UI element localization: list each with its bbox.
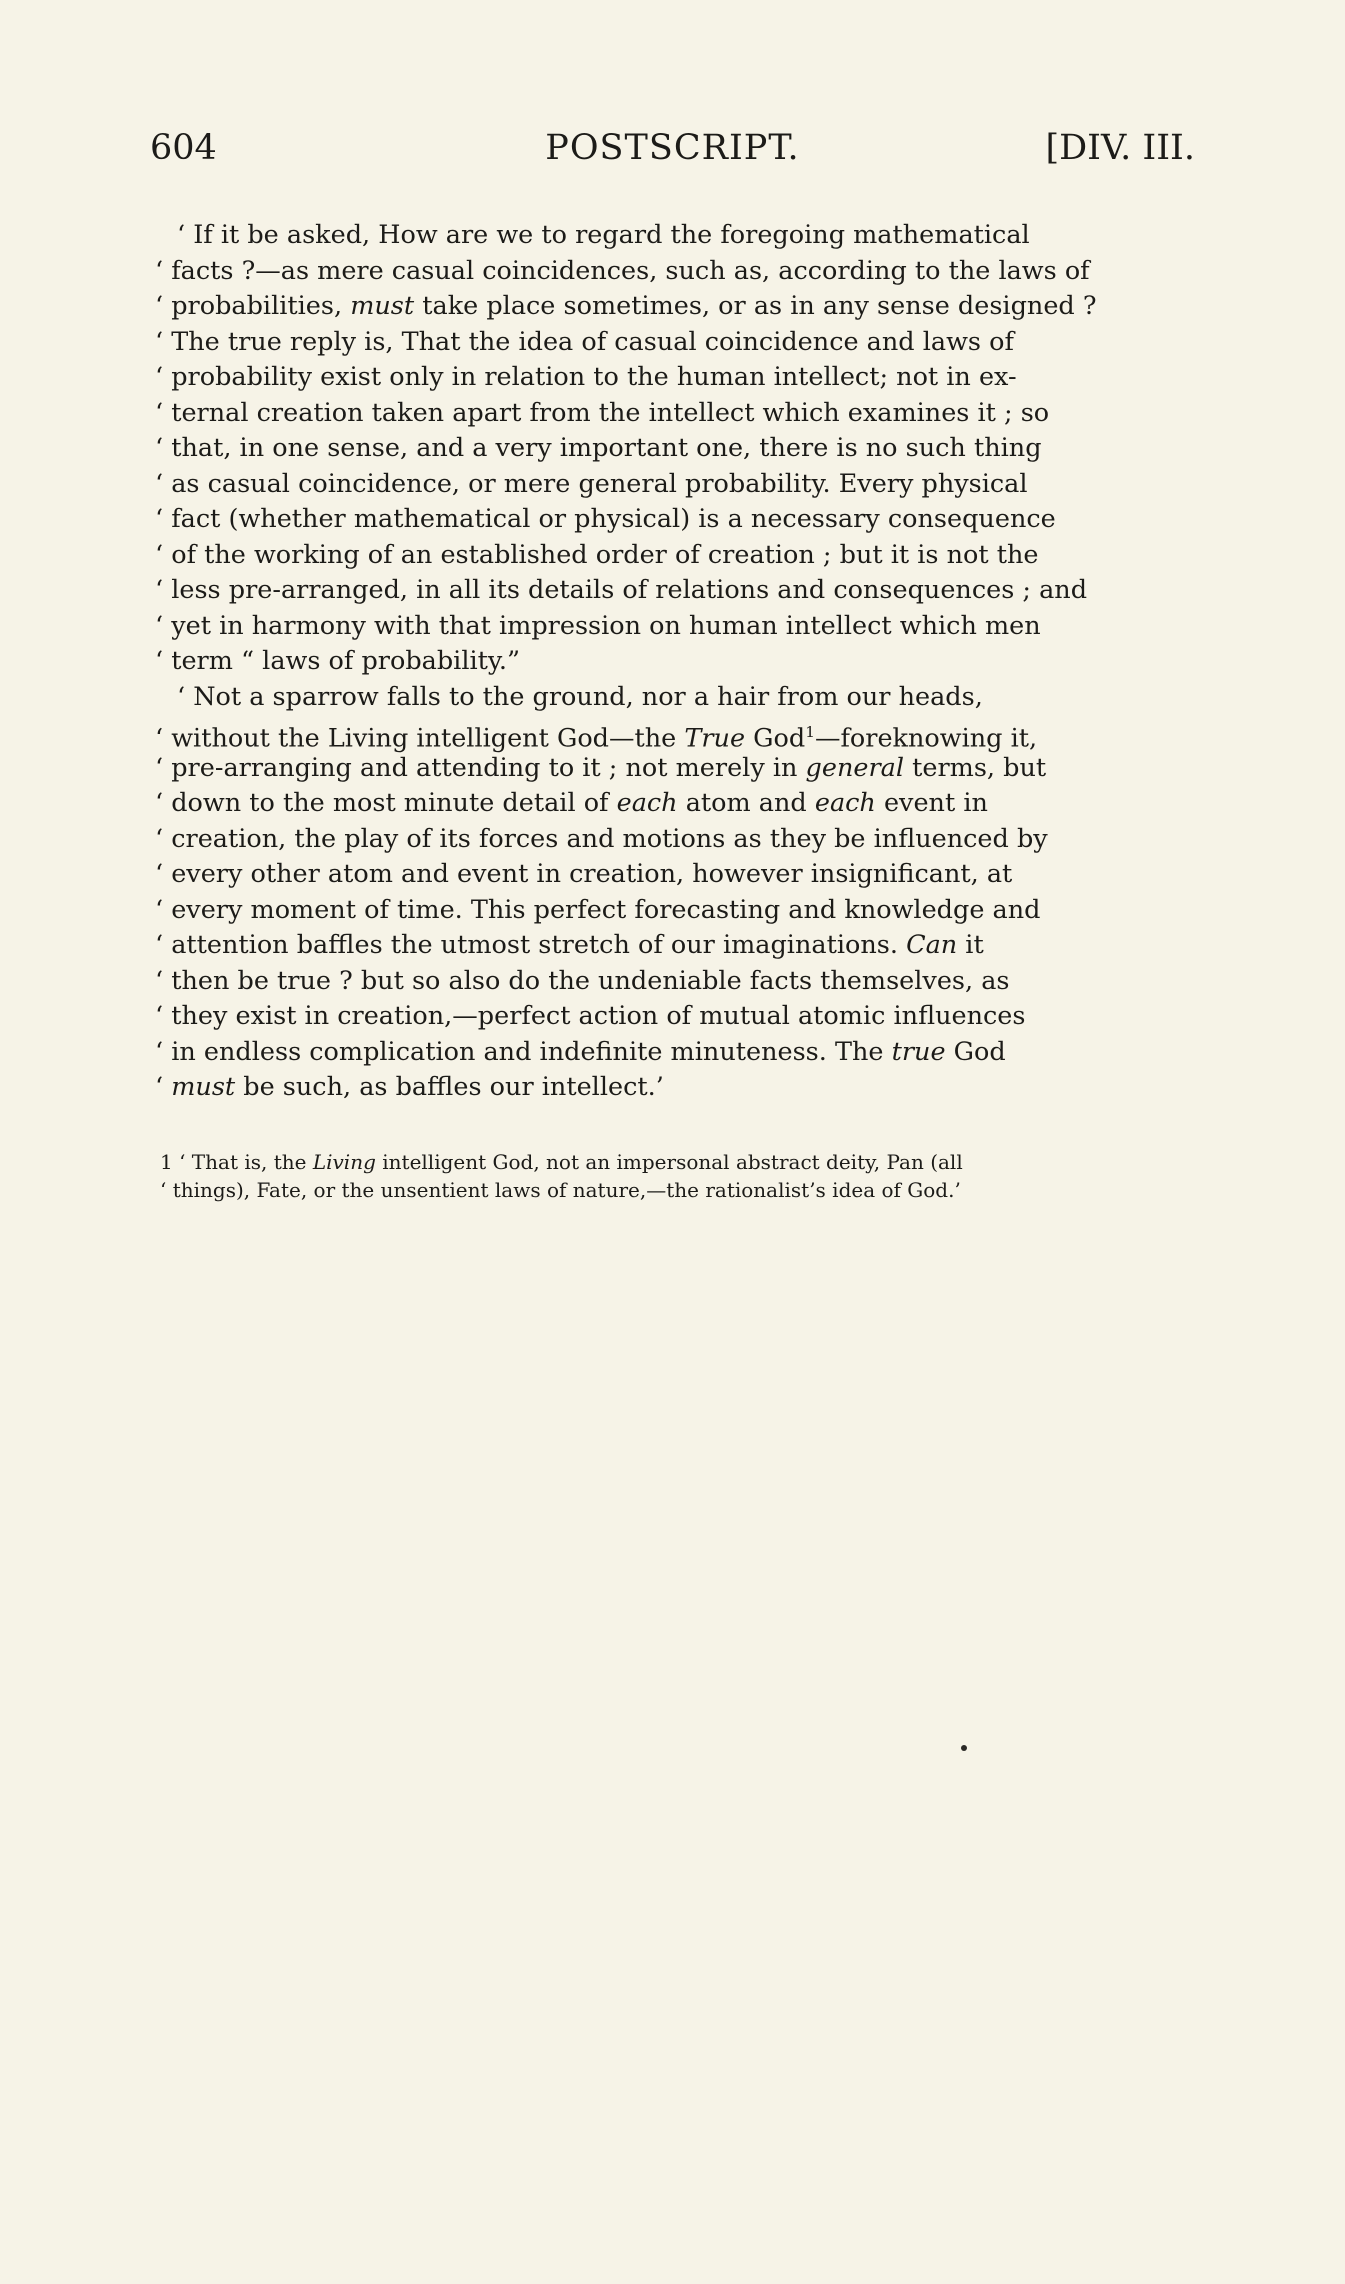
- text-run: yet in harmony with that impression on human intellect which men: [171, 610, 1041, 641]
- italic-text: True: [684, 723, 746, 754]
- text-run: If it be asked, How are we to regard the foregoing mathematical: [193, 220, 1030, 250]
- quote-mark: ‘: [155, 646, 172, 676]
- quote-mark: ‘: [155, 575, 172, 605]
- quote-mark: ‘: [155, 539, 172, 570]
- text-run: The true reply is, That the idea of casual coincidence and laws of: [171, 326, 1014, 357]
- quote-mark: ‘: [155, 433, 172, 463]
- quote-mark: ‘: [155, 1001, 172, 1031]
- quote-mark: ‘: [155, 610, 172, 641]
- main-line: [155, 396, 1185, 432]
- text-run: creation, the play of its forces and motions as they be influenced by: [171, 823, 1048, 854]
- footnote-line: [160, 1148, 1190, 1176]
- main-line: [155, 964, 1185, 1000]
- quote-mark: ‘: [177, 681, 194, 712]
- quote-mark: ‘: [155, 823, 172, 854]
- quote-mark: ‘: [155, 894, 172, 925]
- footnote-line: [160, 1176, 1190, 1204]
- main-line: [155, 680, 1185, 716]
- main-line: [155, 254, 1185, 290]
- quote-mark: ‘: [155, 723, 172, 754]
- main-line: [155, 893, 1185, 929]
- main-line: [155, 467, 1185, 503]
- quote-mark: ‘: [155, 1072, 172, 1102]
- quote-mark: ‘: [155, 788, 172, 818]
- italic-text: Can: [906, 930, 958, 960]
- main-line: [155, 751, 1185, 787]
- page-number: 604: [150, 128, 217, 168]
- main-line: [155, 218, 1185, 254]
- italic-text: general: [805, 752, 905, 783]
- main-line: [155, 431, 1185, 467]
- running-title: POSTSCRIPT.: [545, 128, 800, 168]
- quote-mark: ‘: [155, 930, 172, 960]
- quote-mark: ‘: [155, 965, 172, 996]
- text-run: down to the most minute detail of: [171, 788, 617, 818]
- quote-mark: ‘: [155, 291, 172, 321]
- text-run: every moment of time. This perfect forecasting and knowledge and: [171, 894, 1041, 925]
- italic-text: must: [350, 291, 415, 321]
- text-run: every other atom and event in creation, however insignificant, at: [171, 859, 1013, 889]
- main-text-block: [155, 218, 1185, 1106]
- text-run: atom and: [677, 788, 815, 818]
- text-run: —foreknowing it,: [814, 723, 1038, 754]
- italic-text: must: [171, 1072, 236, 1102]
- text-run: pre-arranging and attending to it ; not merely in: [171, 752, 806, 783]
- main-line: [155, 928, 1185, 964]
- text-run: probability exist only in relation to the human intellect; not in ex-: [171, 362, 1017, 392]
- text-run: God: [745, 723, 806, 754]
- text-run: things), Fate, or the unsentient laws of nature,—the rationalist’s idea of God.’: [172, 1178, 961, 1202]
- quote-mark: ‘: [155, 362, 172, 392]
- quote-mark: ‘: [155, 752, 172, 783]
- quote-mark: ‘: [155, 1036, 172, 1067]
- text-run: they exist in creation,—perfect action of mutual atomic influences: [171, 1001, 1026, 1031]
- text-run: be such, as baffles our intellect.’: [235, 1072, 664, 1102]
- text-run: fact (whether mathematical or physical) is a necessary consequence: [171, 504, 1056, 534]
- main-line: [155, 786, 1185, 822]
- text-run: that, in one sense, and a very important one, there is no such thing: [171, 433, 1042, 463]
- text-run: facts ?—as mere casual coincidences, such as, according to the laws of: [171, 255, 1090, 286]
- main-line: [155, 715, 1185, 754]
- quote-mark: ‘: [160, 1178, 173, 1202]
- main-line: [155, 573, 1185, 609]
- text-run: take place sometimes, or as in any sense designed ?: [414, 291, 1097, 321]
- text-run: event in: [875, 788, 988, 818]
- text-run: intelligent God, not an impersonal abstract deity, Pan (all: [375, 1150, 963, 1174]
- italic-text: each: [814, 788, 876, 818]
- main-line: [155, 1035, 1185, 1071]
- text-run: less pre-arranged, in all its details of relations and consequences ; and: [171, 575, 1088, 605]
- main-line: [155, 360, 1185, 396]
- section-label: [DIV. III.: [1045, 128, 1195, 168]
- italic-text: true: [891, 1036, 946, 1067]
- ink-speck: [961, 1745, 967, 1751]
- quote-mark: ‘: [155, 397, 172, 428]
- main-line: [155, 822, 1185, 858]
- text-run: without the Living intelligent God—the: [171, 723, 685, 754]
- italic-text: each: [616, 788, 678, 818]
- main-line: [155, 999, 1185, 1035]
- quote-mark: ‘: [155, 504, 172, 534]
- quote-mark: ‘: [155, 859, 172, 889]
- main-line: [155, 538, 1185, 574]
- quote-mark: ‘: [155, 468, 172, 499]
- footnote-block: [160, 1148, 1190, 1204]
- quote-mark: 1 ‘: [160, 1150, 192, 1174]
- text-run: probabilities,: [171, 291, 351, 321]
- text-run: term “ laws of probability.”: [171, 646, 521, 676]
- text-run: ternal creation taken apart from the intellect which examines it ; so: [171, 397, 1050, 428]
- running-header: [150, 128, 1195, 178]
- quote-mark: ‘: [155, 326, 172, 357]
- text-run: it: [957, 930, 984, 960]
- text-run: That is, the: [191, 1150, 313, 1174]
- text-run: Not a sparrow falls to the ground, nor a hair from our heads,: [193, 681, 983, 712]
- quote-mark: ‘: [177, 220, 194, 250]
- main-line: [155, 1070, 1185, 1106]
- text-run: in endless complication and indefinite minuteness. The: [171, 1036, 892, 1067]
- text-run: then be true ? but so also do the undeniable facts themselves, as: [171, 965, 1010, 996]
- main-line: [155, 609, 1185, 645]
- quote-mark: ‘: [155, 255, 172, 286]
- text-run: terms, but: [904, 752, 1047, 783]
- main-line: [155, 289, 1185, 325]
- footnote-marker: 1: [805, 723, 815, 741]
- main-line: [155, 857, 1185, 893]
- text-run: God: [945, 1036, 1006, 1067]
- text-run: attention baffles the utmost stretch of our imaginations.: [171, 930, 907, 960]
- italic-text: Living: [312, 1150, 376, 1174]
- main-line: [155, 502, 1185, 538]
- text-run: of the working of an established order of creation ; but it is not the: [171, 539, 1039, 570]
- main-line: [155, 644, 1185, 680]
- text-run: as casual coincidence, or mere general probability. Every physical: [171, 468, 1028, 499]
- main-line: [155, 325, 1185, 361]
